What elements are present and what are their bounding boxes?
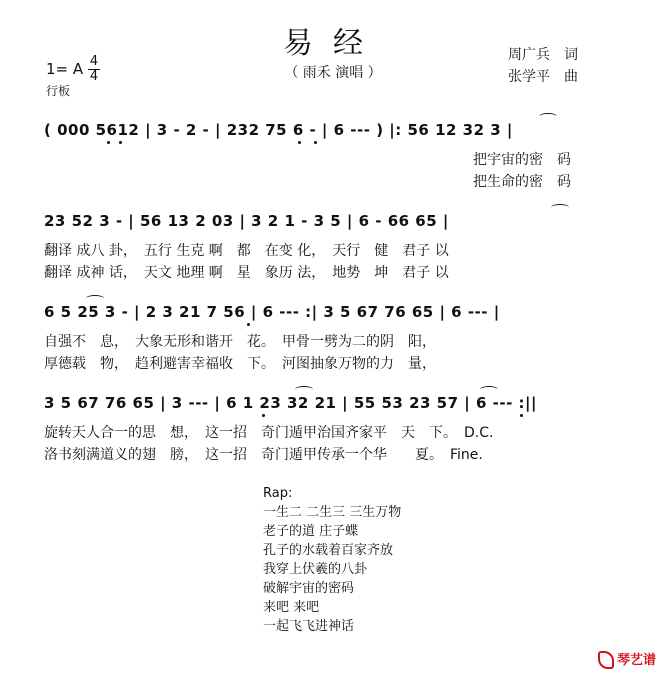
composer-credit: 张学平 曲 [508, 69, 578, 85]
lyric-line-1a: 把宇宙的密 码 [473, 152, 571, 168]
slur-mark [86, 295, 104, 302]
slur-mark [480, 386, 498, 393]
time-signature [88, 56, 100, 83]
time-signature-bottom: 4 [89, 69, 99, 84]
qinyipu-logo-icon [598, 651, 614, 669]
lyric-line-3a: 自强不 息， 大象无形和谐开 花。 甲骨一劈为二的阴 阳， [44, 334, 436, 350]
notation-line-1: ( 000 5612 | 3 - 2 - | 232 75 6 - | 6 --- ) |: 56 12 32 3 | [44, 121, 513, 139]
lower-octave-dot [119, 141, 122, 144]
slur-mark [539, 113, 557, 120]
tempo-marking: 行板 [46, 84, 71, 98]
rap-section [263, 484, 401, 636]
notation-line-3: 6 5 25 3 - | 2 3 21 7 56 | 6 --- :| 3 5 67 76 65 | 6 --- | [44, 303, 500, 321]
rap-label: Rap: [263, 486, 293, 501]
lyric-line-4a: 旋转天人合一的思 想， 这一招 奇门遁甲治国齐家平 天 下。 D.C. [44, 425, 494, 441]
lyric-line-3b: 厚德载 物， 趋利避害幸福收 下。 河图抽象万物的力 量， [44, 356, 436, 372]
lyricist-credit: 周广兵 词 [508, 47, 578, 63]
rap-line: 孔子的水载着百家齐放 [263, 543, 394, 558]
lyric-line-2a: 翻译 成八 卦， 五行 生克 啊 都 在变 化， 天行 健 君子 以 [44, 243, 449, 259]
rap-line: 来吧 来吧 [263, 600, 320, 615]
key-signature: 1= A [46, 60, 84, 78]
notation-line-2: 23 52 3 - | 56 13 2 03 | 3 2 1 - 3 5 | 6 - 66 65 | [44, 212, 449, 230]
performer-subtitle: （ 雨禾 演唱 ） [284, 65, 382, 81]
notation-line-4: 3 5 67 76 65 | 3 --- | 6 1 23 32 21 | 55 53 23 57 | 6 --- :|| [44, 394, 537, 412]
site-watermark [598, 649, 656, 670]
lower-octave-dot [520, 414, 523, 417]
rap-line: 一生二 二生三 三生万物 [263, 505, 402, 520]
rap-line: 一起飞飞进神话 [263, 619, 355, 634]
rap-line: 我穿上伏羲的八卦 [263, 562, 368, 577]
lower-octave-dot [314, 141, 317, 144]
rap-line: 老子的道 庄子蝶 [263, 524, 359, 539]
time-signature-top: 4 [89, 54, 99, 69]
lower-octave-dot [298, 141, 301, 144]
song-title: 易经 [283, 26, 383, 61]
lower-octave-dot [262, 414, 265, 417]
watermark-text: 琴艺谱 [616, 652, 656, 668]
lyric-line-4b: 洛书刻满道义的翅 膀， 这一招 奇门遁甲传承一个华 夏。 Fine. [44, 447, 483, 463]
lower-octave-dot [107, 141, 110, 144]
slur-mark [295, 386, 313, 393]
lower-octave-dot [247, 323, 250, 326]
slur-mark [551, 204, 569, 211]
lyric-line-1b: 把生命的密 码 [473, 174, 571, 190]
lyric-line-2b: 翻译 成神 话， 天文 地理 啊 星 象历 法， 地势 坤 君子 以 [44, 265, 449, 281]
rap-line: 破解宇宙的密码 [263, 581, 355, 596]
